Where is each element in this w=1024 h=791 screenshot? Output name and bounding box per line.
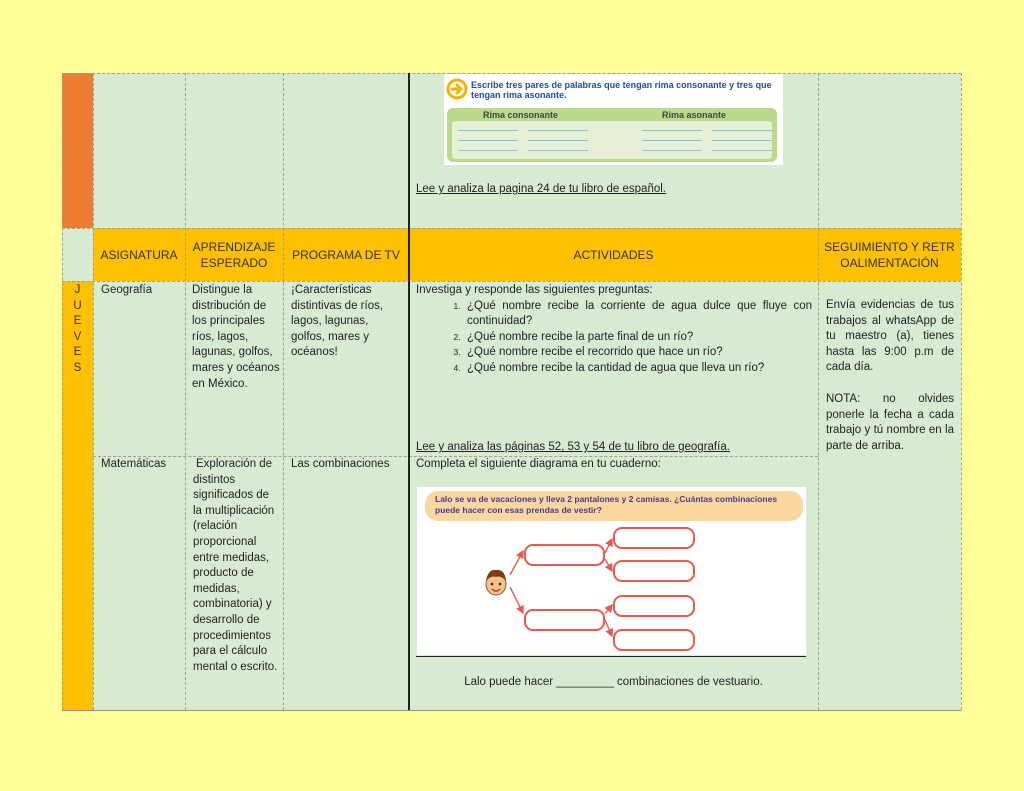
boy-face-icon [483,567,509,597]
right-arrow-icon [446,78,468,100]
rima-consonante-label: Rima consonante [483,110,559,120]
day-column [62,281,93,710]
geografia-asignatura: Geografía [101,284,153,296]
matematicas-aprendizaje: Exploración de distintos significados de la multiplicación (relación proporcional entre medidas, producto de medidas, combinatoria) y desarrollo de procedimientos para el cálculo mental o escrito. [193,458,278,673]
row-border [62,228,961,229]
table-top-border [62,73,961,74]
question-item: 4. ¿Qué nombre recibe la cantidad de agua que lleva un río? [463,361,812,377]
seguimiento-nota: NOTA: no olvides ponerle la fecha a cada trabajo y tú nombre en la parte de arriba. [826,392,954,452]
question-item: 2. ¿Qué nombre recibe la parte final de un río? [463,330,812,346]
answer-line [528,130,588,131]
col-border [961,73,962,710]
diagram-underline [416,656,806,657]
seguimiento-text [826,298,954,454]
combinaciones-diagram [417,487,806,655]
rima-activity-image [444,74,783,165]
answer-line [458,140,518,141]
row-border [93,456,818,457]
question-item: 1. ¿Qué nombre recibe la corriente de agua dulce que fluye con continuidad? [463,299,812,330]
answer-line [642,130,702,131]
answer-line [528,150,588,151]
top-day-cell [62,73,93,228]
diagram-box-pantalon-1 [524,544,605,566]
matematicas-asignatura: Matemáticas [101,458,167,470]
header-asignatura: ASIGNATURA [93,228,185,281]
matematicas-intro: Completa el siguiente diagrama en tu cuaderno: [416,458,661,470]
col-border [283,73,284,710]
matematicas-programa: Las combinaciones [291,458,390,470]
diagram-box-combo-3 [613,595,695,617]
table-bottom-border [62,710,961,711]
diagram-box-combo-1 [613,527,695,549]
row-border [62,281,961,282]
rima-instruction: Escribe tres pares de palabras que tengan rima consonante y tres que tengan rima asonante. [471,80,772,100]
answer-line [642,150,702,151]
answer-line [712,130,772,131]
rima-asonante-label: Rima asonante [662,110,727,120]
problem-text: Lalo se va de vacaciones y lleva 2 pantalones y 2 camisas. ¿Cuántas combinaciones puede hacer con esas prendas de vestir? [435,494,778,515]
seguimiento-evidencias: Envía evidencias de tus trabajos al whatsApp de tu maestro (a), tienes hasta las 9:00 p.m de cada día. [826,299,954,374]
rima-answer-area [452,121,772,159]
answer-line [458,130,518,131]
col-border-solid [408,73,410,710]
espanol-read-instruction: Lee y analiza la pagina 24 de tu libro de español. [416,183,666,195]
geografia-actividades [416,283,812,377]
diagram-box-combo-2 [613,560,695,582]
diagram-box-combo-4 [613,629,695,651]
col-border [93,73,94,710]
diagram-box-pantalon-2 [524,609,605,631]
answer-line [712,150,772,151]
answer-line [712,140,772,141]
col-border [185,73,186,710]
col-border [62,73,63,710]
answer-line [528,140,588,141]
header-aprendizaje: APRENDIZAJE ESPERADO [185,228,283,281]
answer-line [642,140,702,141]
header-seguimiento: SEGUIMIENTO Y RETROALIMENTACIÓN [818,228,961,281]
geografia-programa: ¡Características distintivas de ríos, lagos, lagunas, golfos, mares y océanos! [291,284,384,359]
geografia-read-instruction: Lee y analiza las páginas 52, 53 y 54 de tu libro de geografía. [416,441,730,453]
geografia-questions [416,299,812,377]
day-label: J U E V E S [73,284,82,374]
answer-sentence: Lalo puede hacer _________ combinaciones de vestuario. [464,676,763,688]
col-border [818,73,819,710]
header-day-cell [62,228,93,281]
tree-lines [417,487,806,655]
header-programa: PROGRAMA DE TV [283,228,409,281]
header-actividades: ACTIVIDADES [409,228,818,281]
geografia-intro: Investiga y responde las siguientes preguntas: [416,284,653,296]
answer-line [458,150,518,151]
rima-green-panel [447,108,777,162]
geografia-aprendizaje: Distingue la distribución de los principales ríos, lagos, lagunas, golfos, mares y océanos en México. [192,284,280,390]
question-item: 3. ¿Qué nombre recibe el recorrido que hace un río? [463,345,812,361]
